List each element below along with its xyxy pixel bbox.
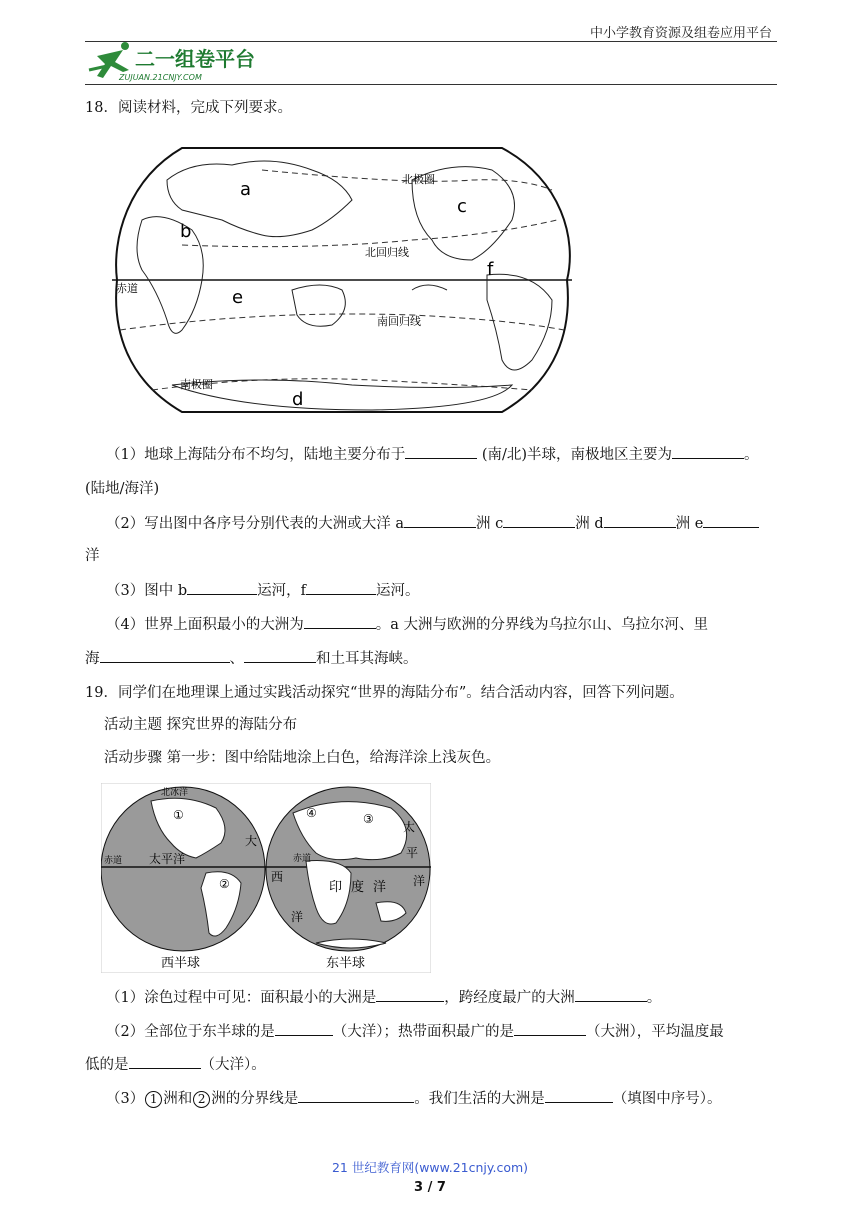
pacific-e-label-1: 太 [403, 820, 416, 834]
q18-part3: （3）图中 b 运河，f 运河。 [106, 580, 806, 601]
site-logo [85, 40, 275, 84]
west-equator-label: 赤道 [104, 856, 123, 866]
answer-blank[interactable] [503, 513, 575, 528]
answer-blank[interactable] [376, 987, 444, 1002]
footer-site: 21 世纪教育网(www.21cnjy.com) [331, 1160, 529, 1175]
answer-blank[interactable] [129, 1054, 201, 1069]
indian-label-3: 洋 [373, 880, 387, 895]
answer-blank[interactable] [298, 1088, 414, 1103]
q19-part2: （2）全部位于东半球的是 （大洋）；热带面积最广的是 （大洲），平均温度最 [106, 1021, 806, 1042]
answer-blank[interactable] [100, 648, 230, 663]
continent-4-label: ④ [306, 806, 317, 820]
logo-subtext: ZUJUAN.21CNJY.COM [119, 73, 202, 82]
arctic-label: 北冰洋 [161, 788, 189, 798]
q18-part4-cont: 海 、 和土耳其海峡。 [85, 648, 785, 669]
answer-blank[interactable] [604, 513, 676, 528]
answer-blank[interactable] [545, 1088, 613, 1103]
east-equator-label: 赤道 [293, 854, 312, 864]
continent-1-label: ① [173, 808, 184, 822]
atlantic-e-label-2: 洋 [291, 910, 304, 924]
atlantic-e-label-1: 西 [271, 870, 284, 884]
map-label-tropic-s: 南回归线 [377, 315, 421, 328]
answer-blank[interactable] [672, 444, 744, 459]
answer-blank[interactable] [575, 987, 647, 1002]
q19-steps: 活动步骤 第一步：图中给陆地涂上白色，给海洋涂上浅灰色。 [104, 750, 501, 766]
q18-part1: （1）地球上海陆分布不均匀，陆地主要分布于 (南/北)半球，南极地区主要为 。 [106, 444, 806, 465]
answer-blank[interactable] [187, 580, 257, 595]
logo-text: 二一组卷平台 [135, 47, 255, 71]
q19-part2-cont: 低的是 （大洋）。 [85, 1054, 785, 1075]
q18-title: 18．阅读材料，完成下列要求。 [85, 100, 292, 116]
map-label-f: f [487, 259, 494, 280]
answer-blank[interactable] [306, 580, 376, 595]
continent-3-label: ③ [363, 812, 374, 826]
map-label-tropic-n: 北回归线 [365, 246, 409, 259]
hemispheres-figure [101, 783, 431, 973]
map-label-a: a [240, 179, 252, 200]
q19-theme: 活动主题 探究世界的海陆分布 [104, 717, 298, 733]
pacific-label: 太平洋 [149, 852, 186, 866]
world-map-figure [112, 140, 572, 415]
continent-2-label: ② [219, 877, 230, 891]
map-label-arctic: 北极圈 [402, 173, 435, 186]
west-hemisphere-caption: 西半球 [161, 956, 201, 971]
map-label-equator: 赤道 [116, 282, 138, 295]
answer-blank[interactable] [275, 1021, 333, 1036]
q18-part2: （2）写出图中各序号分别代表的大洲或大洋 a 洲 c 洲 d 洲 e [106, 513, 806, 534]
map-label-c: c [457, 196, 467, 217]
answer-blank[interactable] [304, 614, 376, 629]
map-label-e: e [232, 287, 244, 308]
q18-part4: （4）世界上面积最小的大洲为 。a 大洲与欧洲的分界线为乌拉尔山、乌拉尔河、里 [106, 614, 806, 635]
q18-part2-end: 洋 [85, 548, 100, 564]
indian-label-2: 度 [351, 880, 365, 895]
answer-blank[interactable] [404, 513, 476, 528]
pacific-e-label-3: 洋 [413, 874, 426, 888]
q18-part1-options: (陆地/海洋) [85, 481, 160, 497]
q19-part3: （3） 1 洲和 2 洲的分界线是 。我们生活的大洲是 （填图中序号）。 [106, 1088, 806, 1109]
map-label-b: b [180, 221, 192, 242]
map-label-antarctic: 南极圈 [180, 378, 213, 391]
east-hemisphere-caption: 东半球 [326, 956, 366, 971]
answer-blank[interactable] [405, 444, 477, 459]
pacific-e-label-2: 平 [406, 846, 419, 860]
circled-number-1: 1 [145, 1091, 162, 1108]
platform-name: 中小学教育资源及组卷应用平台 [589, 26, 772, 41]
atlantic-w-label: 大 [245, 834, 258, 848]
answer-blank[interactable] [244, 648, 316, 663]
q19-title: 19．同学们在地理课上通过实践活动探究“世界的海陆分布”。结合活动内容，回答下列问题。 [85, 685, 684, 701]
header-divider-bottom [85, 84, 777, 85]
indian-label-1: 印 [329, 880, 343, 895]
q19-part1: （1）涂色过程中可见：面积最小的大洲是 ，跨经度最广的大洲 。 [106, 987, 806, 1008]
page-number: 3 / 7 [414, 1180, 446, 1195]
map-label-d: d [292, 389, 304, 410]
answer-blank[interactable] [514, 1021, 586, 1036]
answer-blank[interactable] [703, 513, 759, 528]
circled-number-2: 2 [193, 1091, 210, 1108]
